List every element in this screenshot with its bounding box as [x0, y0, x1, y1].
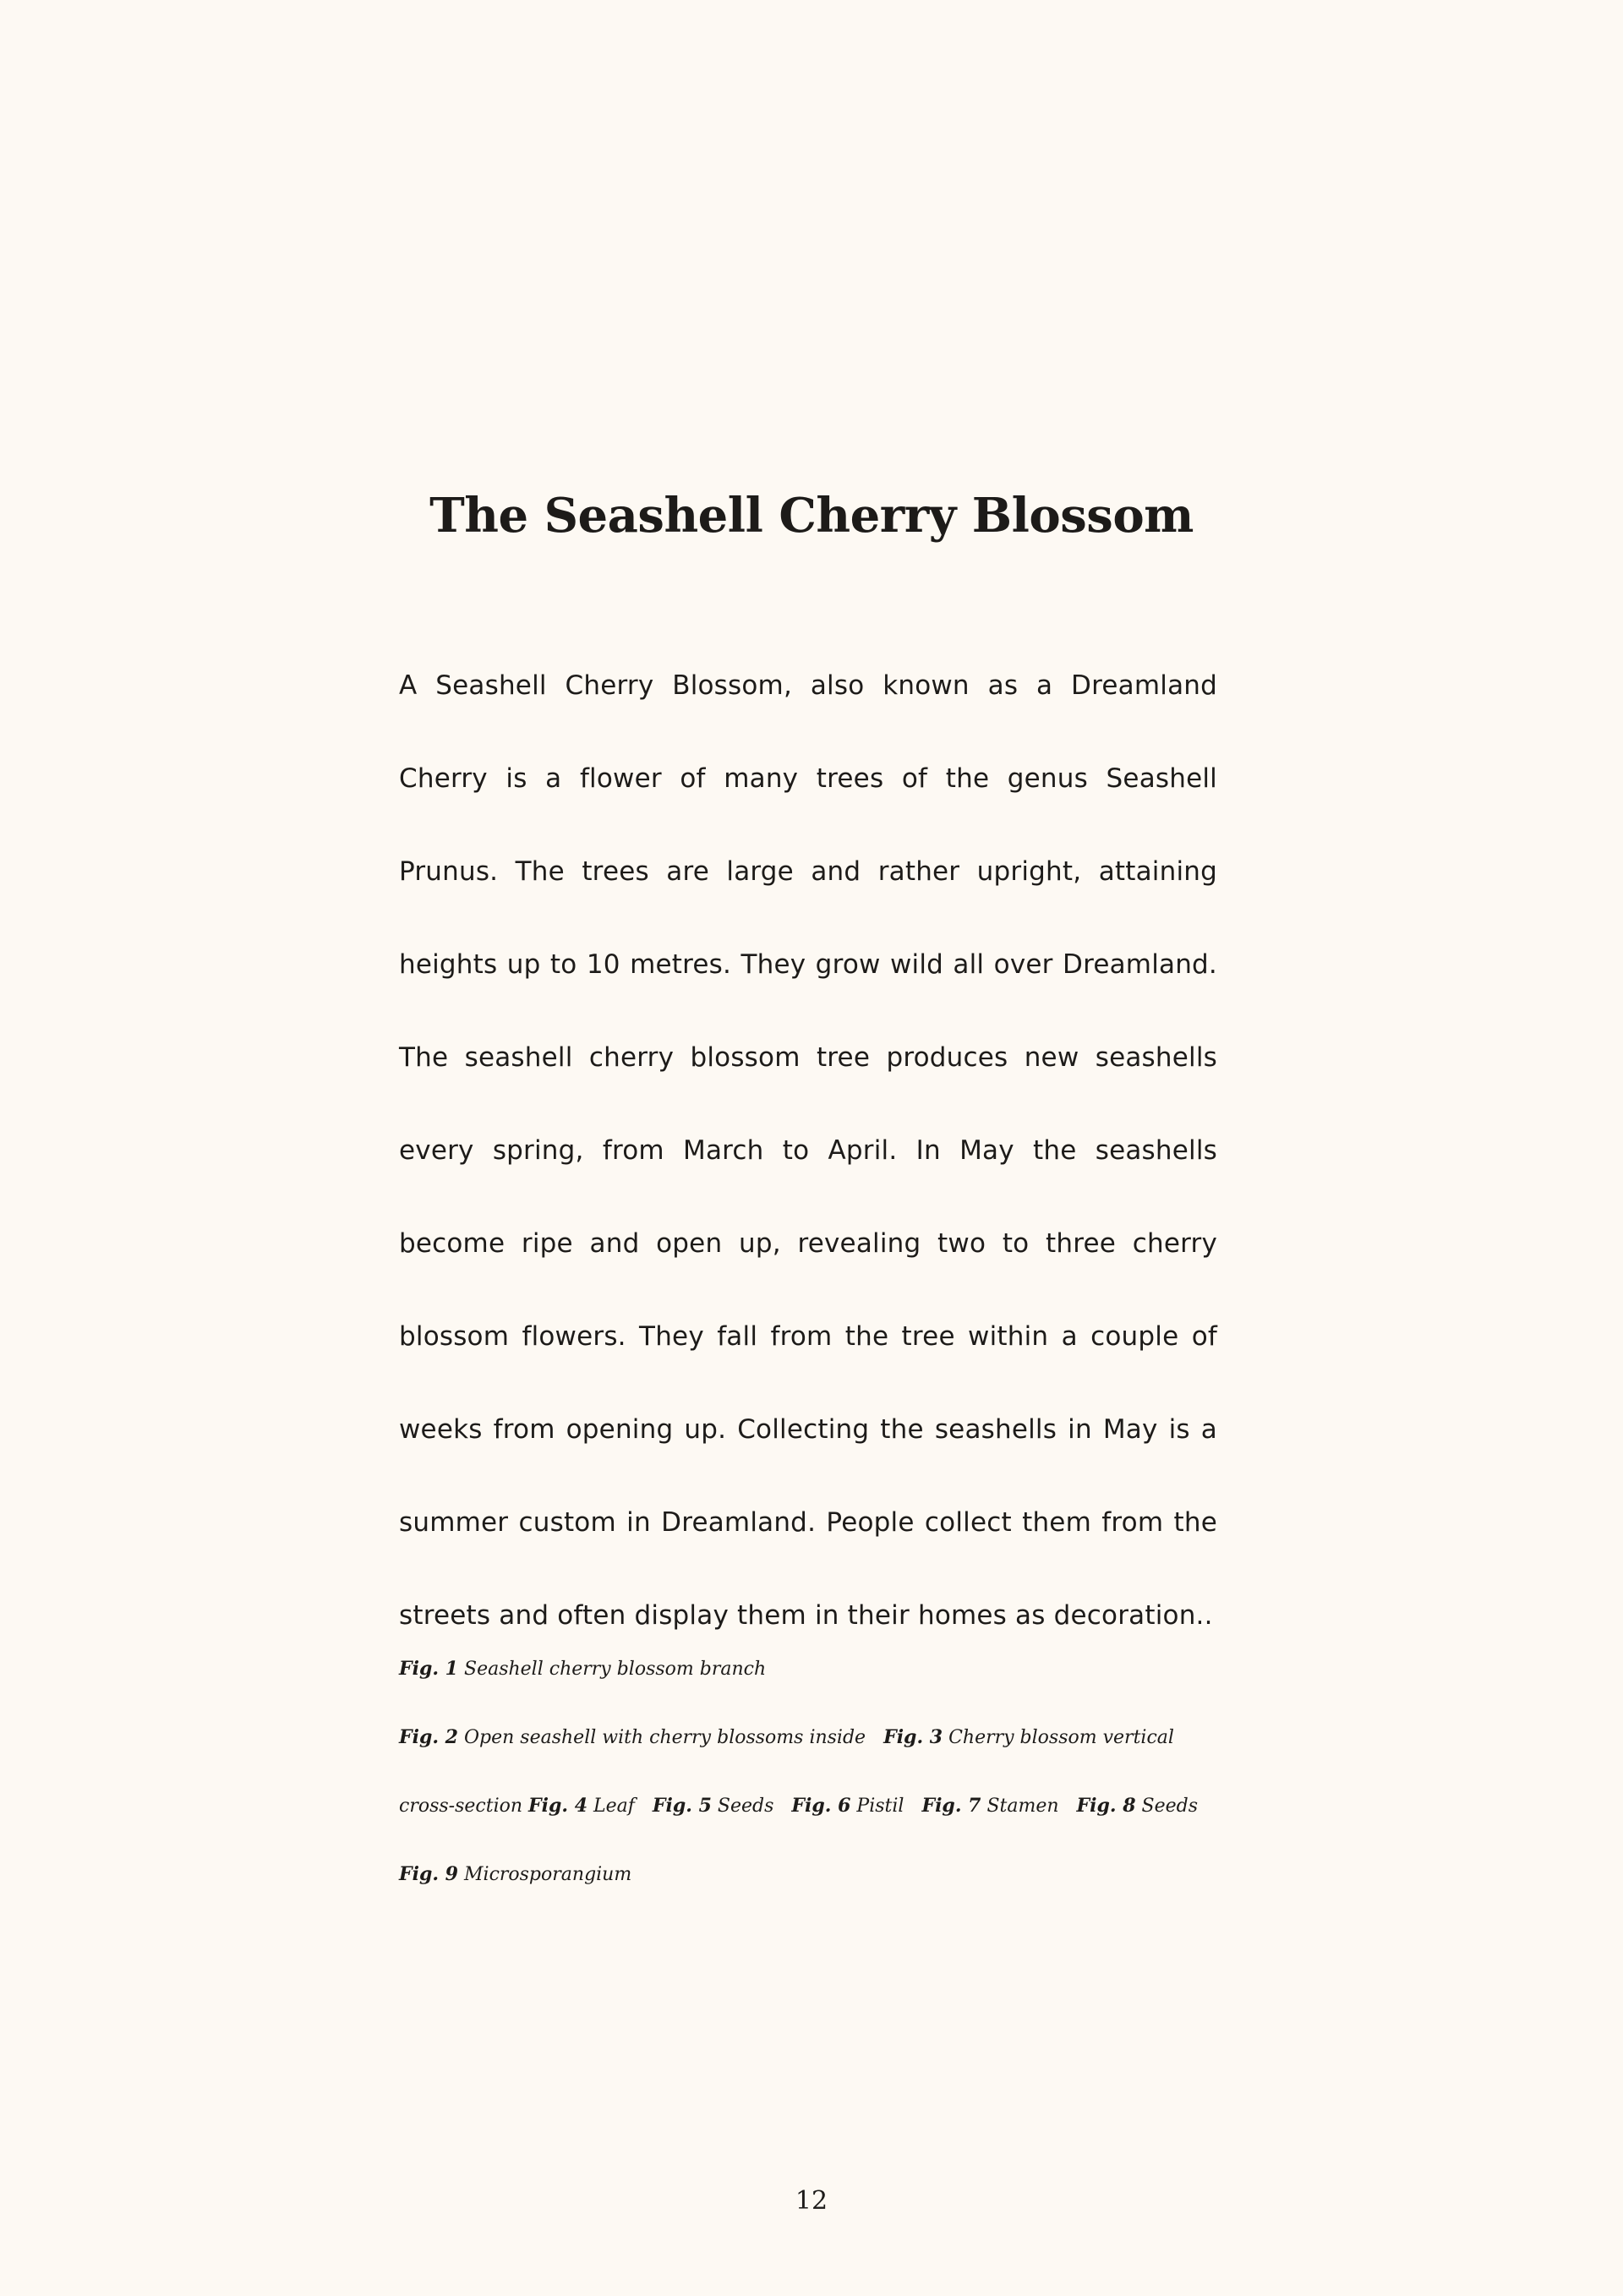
body-paragraph: A Seashell Cherry Blossom, also known as a Dreamland Cherry is a flower of many trees of the genus Seashell Prunus. The trees are large and rather upright, attaining heights up to 10 metres. They grow wild all over Dreamland. The seashell cherry blossom tree produces new seashells every spring, from March to April. In May the seashells become ripe and open up, revealing two to three cherry blossom flowers. They fall from the tree within a couple of weeks from opening up. Collecting the seashells in May is a summer custom in Dreamland. People collect them from the streets and often display them in their homes as decoration.. [399, 670, 1217, 1631]
figure-label: Fig. 4 [528, 1795, 588, 1817]
figure-captions [399, 1635, 1217, 1909]
figure-caption-2 [399, 1727, 866, 1748]
figure-caption-text: Leaf [593, 1796, 635, 1817]
figure-caption-text: Seashell cherry blossom branch [464, 1659, 767, 1680]
page-number: 12 [795, 2186, 828, 2216]
figure-caption-1 [399, 1659, 766, 1680]
figure-caption-9 [399, 1864, 631, 1885]
figure-caption-6 [791, 1796, 904, 1817]
figure-caption-text: Stamen [986, 1796, 1059, 1817]
figure-label: Fig. 1 [399, 1658, 458, 1680]
figure-caption-text: Open seashell with cherry blossoms inside [464, 1727, 866, 1748]
figure-caption-text: Microsporangium [464, 1864, 632, 1885]
figure-caption-text: Seeds [717, 1796, 774, 1817]
figure-caption-text: Seeds [1141, 1796, 1199, 1817]
figure-caption-text: Pistil [856, 1796, 904, 1817]
figure-caption-8 [1077, 1796, 1198, 1817]
figure-caption-7 [921, 1796, 1058, 1817]
figure-label: Fig. 3 [883, 1726, 943, 1748]
figure-label: Fig. 7 [921, 1795, 981, 1817]
figure-label: Fig. 9 [399, 1863, 458, 1885]
figure-label: Fig. 8 [1076, 1795, 1136, 1817]
figure-label: Fig. 2 [399, 1726, 458, 1748]
figure-caption-5 [653, 1796, 773, 1817]
figure-label: Fig. 5 [652, 1795, 712, 1817]
page-title: The Seashell Cherry Blossom [429, 488, 1194, 544]
figure-caption-4 [528, 1796, 635, 1817]
figure-caption-text: Cherry blossom vertical cross-section [399, 1727, 1174, 1817]
figure-label: Fig. 6 [791, 1795, 851, 1817]
